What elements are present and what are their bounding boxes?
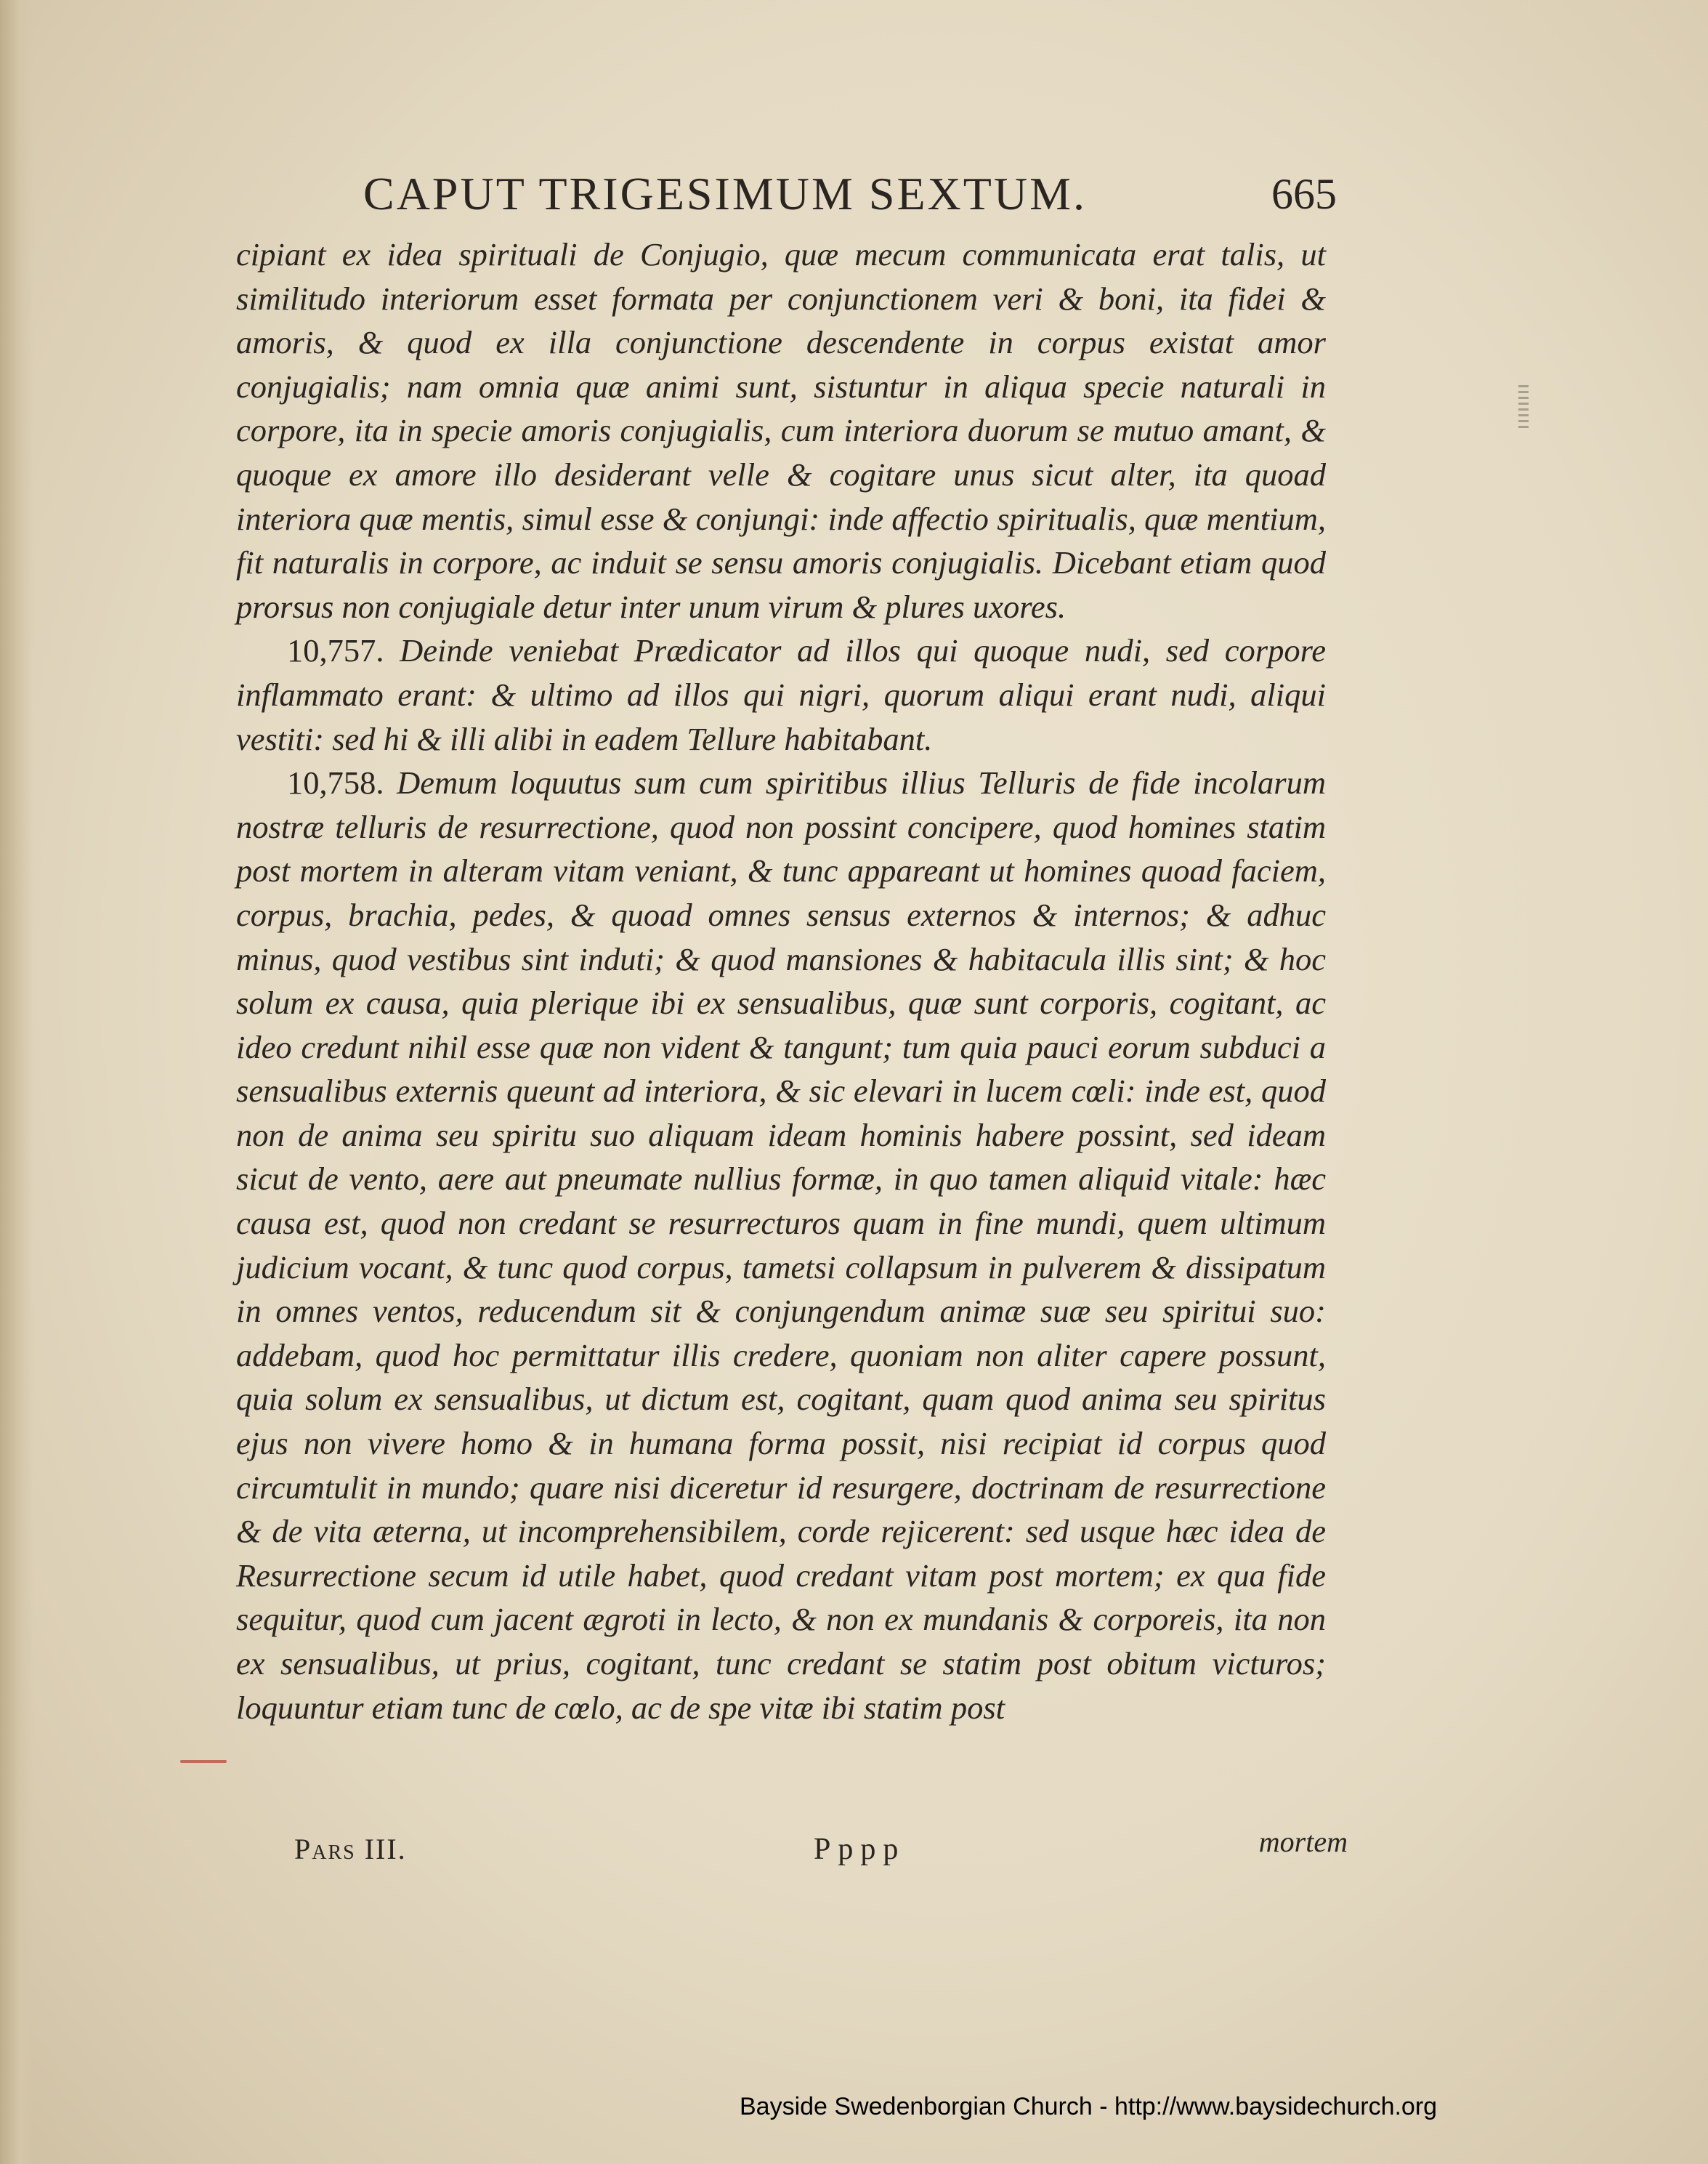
- paragraph-text: Demum loquutus sum cum spiritibus illius Telluris de fide incolarum nostræ telluris de resurrectione, quod non possint concipere, quod homines statim post mortem in alteram vitam veniant, & tunc appareant ut homines quoad faciem, corpus, brachia, pedes, & quoad omnes sensus externos & internos; & adhuc minus, quod vestibus sint induti; & quod mansiones & habitacula illis sint; & hoc solum ex causa, quia plerique ibi ex sensualibus, quæ sunt corporis, cogitant, ac ideo credunt nihil esse quæ non vident & tangunt; tum quia pauci eorum subduci a sensualibus externis queunt ad interiora, & sic elevari in lucem cœli: inde est, quod non de anima seu spiritu suo aliquam ideam hominis habere possint, sed ideam sicut de vento, aere aut pneumate nullius formæ, in quo tamen aliquid vitale: hæc causa est, quod non credant se resurrecturos quam in fine mundi, quem ultimum judicium vocant, & tunc quod corpus, tametsi collapsum in pulverem & dissipatum in omnes ventos, reducendum sit & conjungendum animæ suæ seu spiritui suo: addebam, quod hoc permittatur illis credere, quoniam non aliter capere possunt, quia solum ex sensualibus, ut dictum est, cogitant, quam quod anima seu spiritus ejus non vivere homo & in humana forma possit, nisi recipiat id corpus quod circumtulit in mundo; quare nisi diceretur id resurgere, doctrinam de resurrectione & de vita æterna, ut incomprehensibilem, corde rejicerent: sed usque hæc idea de Resurrectione secum id utile habet, quod credant vitam post mortem; ex qua fide sequitur, quod cum jacent ægroti in lecto, & non ex mundanis & corporeis, ita non ex sensualibus, ut prius, cogitant, tunc credant se statim post obitum victuros; loquuntur etiam tunc de cœlo, ac de spe vitæ ibi statim post: [236, 764, 1327, 1726]
- page-footer: [294, 1824, 1348, 1875]
- paragraph-text: cipiant ex idea spirituali de Conjugio, quæ mecum communicata erat talis, ut similitudo interiorum esset formata per conjunctionem veri & boni, ita fidei & amoris, & quod ex illa conjunctione descendente in corpus existat amor conjugialis; nam omnia quæ animi sunt, sistuntur in aliqua specie naturali in corpore, ita in specie amoris conjugialis, cum interiora duorum se mutuo amant, & quoque ex amore illo desiderant velle & cogitare unus sicut alter, ita quoad interiora quæ mentis, simul esse & conjungi: inde affectio spiritualis, quæ mentium, fit naturalis in corpore, ac induit se sensu amoris conjugialis. Dicebant etiam quod prorsus non conjugiale detur inter unum virum & plures uxores.: [236, 236, 1326, 625]
- margin-ink-mark: [1518, 385, 1529, 429]
- running-title: CAPUT TRIGESIMUM SEXTUM.: [363, 168, 1087, 219]
- catchword: mortem: [1258, 1825, 1348, 1858]
- pencil-margin-mark: [180, 1760, 227, 1763]
- paragraph-continued: [236, 233, 1326, 629]
- paragraph-text: Deinde veniebat Prædicator ad illos qui quoque nudi, sed corpore inflammato erant: & ultimo ad illos qui nigri, quorum aliqui erant nudi, aliqui vestiti: sed hi & illi alibi in eadem Tellure habitabant.: [236, 632, 1326, 757]
- page-gutter-shadow: [0, 0, 33, 2164]
- paragraph-number: 10,758.: [287, 764, 384, 802]
- paragraph-10757: [236, 629, 1326, 761]
- body-text: [236, 233, 1326, 1729]
- source-credit-watermark: Bayside Swedenborgian Church - http://www.baysidechurch.org: [740, 2093, 1438, 2120]
- sheet-signature-mark: Pppp: [814, 1833, 906, 1866]
- paragraph-10758: [236, 761, 1326, 1729]
- part-signature: Pars III.: [294, 1833, 407, 1865]
- page-header: [363, 161, 1337, 227]
- page-number: 665: [1271, 170, 1337, 218]
- paragraph-number: 10,757.: [287, 632, 384, 669]
